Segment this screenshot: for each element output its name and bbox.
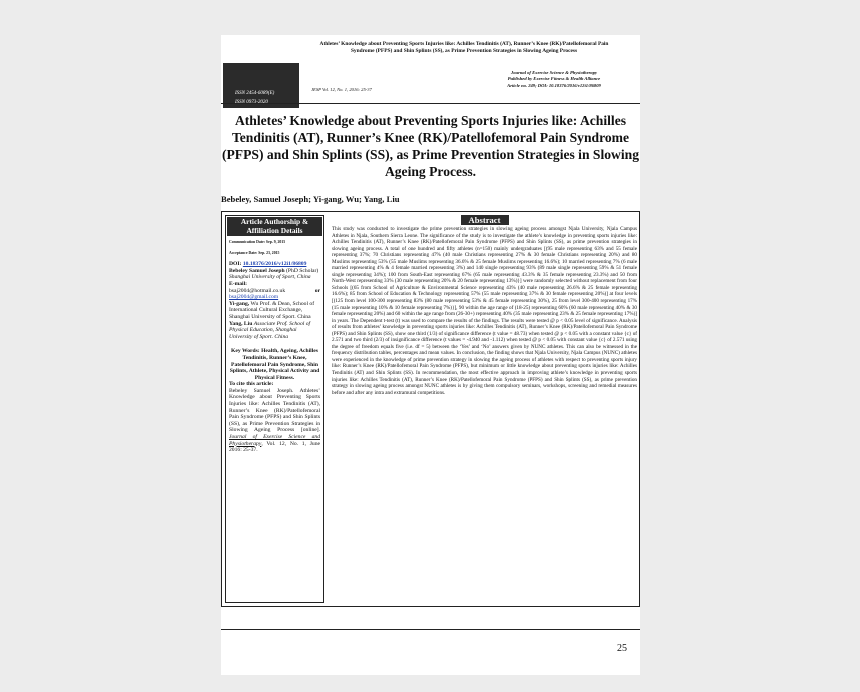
author1-role: (PhD Scholar) xyxy=(286,267,319,274)
keywords: Key Words: Health, Ageing, Achilles Tendinitis, Runner’s Knee, Patellofemoral Pain Syndrome, Shin Splints, Athlete, Physical Activity and Physical Fitness. xyxy=(229,348,320,381)
doi-label: DOI: xyxy=(229,261,242,268)
email-line xyxy=(229,288,320,295)
journal-name: Journal of Exercise Science & Physiotherapy xyxy=(510,70,598,75)
author-list: Bebeley, Samuel Joseph; Yi-gang, Wu; Yang, Liu xyxy=(221,194,400,204)
running-title: Athletes’ Knowledge about Preventing Sports Injuries like: Achilles Tendinitis (AT), Runner’s Knee (RK)/Patellofemoral Pain Syndrome (PFPS) and Shin Splints (SS), as Prime Prevention Strategies in Slowing Ageing Process xyxy=(319,41,609,55)
sidebar-heading: Article Authorship & Affiliation Details xyxy=(227,217,322,236)
abstract-text: This study was conducted to investigate the prime prevention strategies in slowing ageing process amongst Njala University, Njala Campus Athletes in Njala, Southern Sierra Leone. The significance of the study is to investigate the athlete’s knowledge in preventing sports injuries like: Achilles Tendinitis (AT), Runner’s Knee (RK)/Patellofemoral Pain Syndrome (PFPS) and Shin Splints (SS), as prime prevention strategies in slowing ageing process. A total of one hundred and fifty athletes (n=150) mainly undergraduates [(95 male representing 63% and 55 female representing 37%; 70 Christians representing 47% (40 male Christians representing 27% & 30 female Christians representing 20%) and 80 Muslims representing 53% (55 male Muslims representing 36.6% & 25 female Muslims representing 16.6%); 10 married representing 7% (6 male married representing 4% & 4 female married representing 3%) and 140 single representing 93% (89 male single representing 59% & 51 female single representing 34%); 100 from South-East representing 67% (65 male representing 43.3% & 35 female representing 23.3%) and 50 from North-West representing 33% (30 male representing 20% & 20 female representing 13%)}] were randomly selected without replacement from four Schools [(65 from School of Agriculture & Environmental Science representing 43% (40 male representing 26.6% & 25 female representing 16.6%); 85 from School of Education & Technology representing 57% (55 male representing 37% & 30 female representing 20%)] at four levels [(125 from level 100-300 representing 83% (80 male representing 53% & 45 female representing 30%), 25 from level 300-400 representing 17% (15 male representing 10% & 10 female representing 7%)}], 90 within the age range of (18-25) representing 60% (60 male representing 40% & 30 female representing 20%) and 60 within the age range from (26-30+) representing 40% (35 male representing 23% & 25 female representing 17%)] in years. The Dependent t-test (t) was used to compare the results of the findings. The results were tested @ p < 0.05 level of significance. Analysis of results from athletes’ knowledge in preventing sports injuries like: Achilles Tendinitis (AT), Runner’s Knee (RK)/Patellofemoral Pain Syndrome (PFPS) and Shin Splints (SS), show one third (1/3) of significance difference (t value = 48.73) when tested @ p < 0.05 with a constant value {c} of 2.571 and two third (2/3) of insignificance difference (t values = -4.940 and -1.112) when tested @ p < 0.05 with constant value {c} of 2.571 using the degree of freedom equals five (i.e. df = 5) between the ‘Yes’ and ‘No’ answers given by NUNC athletes. This can also be witnessed in the frequency distribution tables, percentages and mean values. In conclusion, the finding shows that Njala University, Njala Campus (NUNC) athletes were experienced in the knowledge of prime prevention strategy in slowing the ageing process of athletes with respect to preventing sports injury like: Runner’s Knee (RK)/Patellofemoral Pain Syndrome (PFPS), but minimum or little knowledge about preventing sports injuries like: Achilles Tendinitis (AT) and Shin Splints (SS). In recommendation, the most effective approach in improving athlete’s knowledge in preventing sports injuries like: Achilles Tendinitis (AT), Runner’s Knee (RK)/Patellofemoral Pain Syndrome (PFPS) and Shin Splints (SS), as prime prevention strategy in slowing ageing process amongst NUNC athletes is by giving them compulsory seminars, workshops, screening and remedial measures before and after any intra and extramural competitions. xyxy=(332,226,637,396)
journal-publisher: Published by Exercise Fitness & Health Alliance xyxy=(507,76,601,82)
communication-date: Communication Date: Sep. 9, 2015 xyxy=(229,240,286,245)
email1[interactable]: bsaj2004@hotmail.co.uk xyxy=(229,287,286,294)
issn-print: ISSN 2454-6089(E) xyxy=(235,91,275,96)
cite-volume: , Vol. 12, No. 1, June 2016: 25-37. xyxy=(229,440,320,454)
cite-block xyxy=(229,388,320,454)
abstract-heading: Abstract xyxy=(461,215,509,225)
author3-detail: Associate Prof. School of Physical Education, Shanghai University of Sport. China xyxy=(229,320,311,340)
author2 xyxy=(229,301,320,321)
article-doi: Article no. 249; DOI: 10.18376/2016/v12i1/86809 xyxy=(507,82,601,88)
email-label: E-mail: xyxy=(229,280,248,287)
cite-journal: Journal of Exercise Science and Physiotherapy xyxy=(229,434,320,447)
abstract-section xyxy=(332,215,637,603)
author3-name: Yang, Liu xyxy=(229,320,253,327)
journal-citation: JESP Vol. 12, No. 1, 2016: 25-37 xyxy=(311,87,372,92)
authorship-sidebar xyxy=(225,215,324,603)
issn-block xyxy=(223,63,299,108)
header-rule xyxy=(221,103,640,104)
cite-label: To cite this article: xyxy=(229,381,274,388)
author3 xyxy=(229,321,320,341)
doi-line xyxy=(229,261,320,268)
page-number: 25 xyxy=(617,643,627,654)
footer-rule xyxy=(221,629,640,630)
email2[interactable]: bsaj2004@gmail.com xyxy=(229,294,279,301)
article-box xyxy=(221,211,640,607)
author2-detail: Wu Prof. & Dean, School of International Cultural Exchange, Shanghai University of Sport. China xyxy=(229,300,315,320)
acceptance-date: Acceptance Date: Sep. 23, 2015 xyxy=(229,251,280,256)
paper-title: Athletes’ Knowledge about Preventing Sports Injuries like: Achilles Tendinitis (AT), Runner’s Knee (RK)/Patellofemoral Pain Syndrome (PFPS) and Shin Splints (SS), as Prime Prevention Strategies in Slowing Ageing Process. xyxy=(221,113,640,179)
author1-name: Bebeley Samuel Joseph xyxy=(229,267,285,274)
author2-name: Yi-gang, xyxy=(229,300,250,307)
author1-affiliation: Shanghai University of Sport, China xyxy=(229,274,311,281)
paper-page xyxy=(221,35,640,675)
doi-link[interactable]: 10.18376/2016/v12i1/86809 xyxy=(242,261,307,268)
journal-info xyxy=(491,70,617,89)
email-or: or xyxy=(314,287,320,294)
cite-text: Bebeley Samuel Joseph. Athletes’ Knowledge about Preventing Sports Injuries like: Achilles Tendinitis (AT), Runner’s Knee (RK)/Patellofemoral Pain Syndrome (PFPS) and Shin Splints (SS), as Prime Prevention Strategies in Slowing Ageing Process [online]. xyxy=(229,387,320,434)
